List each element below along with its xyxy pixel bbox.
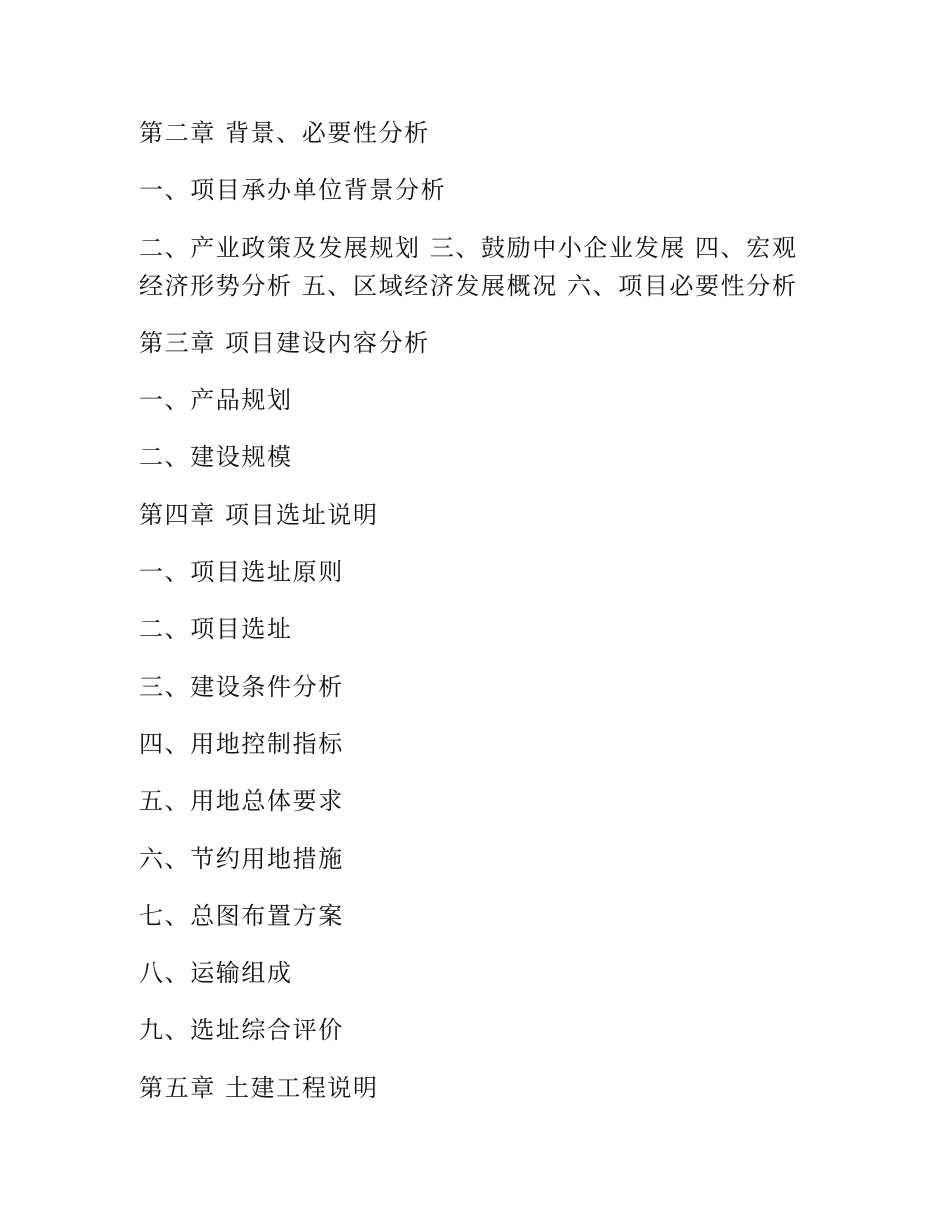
chapter-heading: 第四章 项目选址说明 <box>139 500 379 529</box>
toc-item: 八、运输组成 <box>139 959 293 988</box>
chapter-heading: 第五章 土建工程说明 <box>139 1073 379 1102</box>
toc-item: 一、产品规划 <box>139 386 293 415</box>
chapter-heading: 第三章 项目建设内容分析 <box>139 328 430 357</box>
toc-item: 一、项目承办单位背景分析 <box>139 176 447 205</box>
toc-item: 四、用地控制指标 <box>139 729 344 758</box>
table-of-contents <box>139 114 819 1107</box>
toc-item: 五、用地总体要求 <box>139 787 344 816</box>
toc-item: 二、项目选址 <box>139 615 293 644</box>
toc-item: 一、项目选址原则 <box>139 558 344 587</box>
toc-item: 三、建设条件分析 <box>139 672 344 701</box>
toc-item: 二、建设规模 <box>139 443 293 472</box>
toc-item: 六、节约用地措施 <box>139 844 344 873</box>
toc-item: 九、选址综合评价 <box>139 1016 344 1045</box>
toc-item-multiline: 二、产业政策及发展规划 三、鼓励中小企业发展 四、宏观经济形势分析 五、区域经济发展概况 六、项目必要性分析 <box>139 233 798 300</box>
chapter-heading: 第二章 背景、必要性分析 <box>139 119 430 147</box>
toc-item: 七、总图布置方案 <box>139 901 344 930</box>
